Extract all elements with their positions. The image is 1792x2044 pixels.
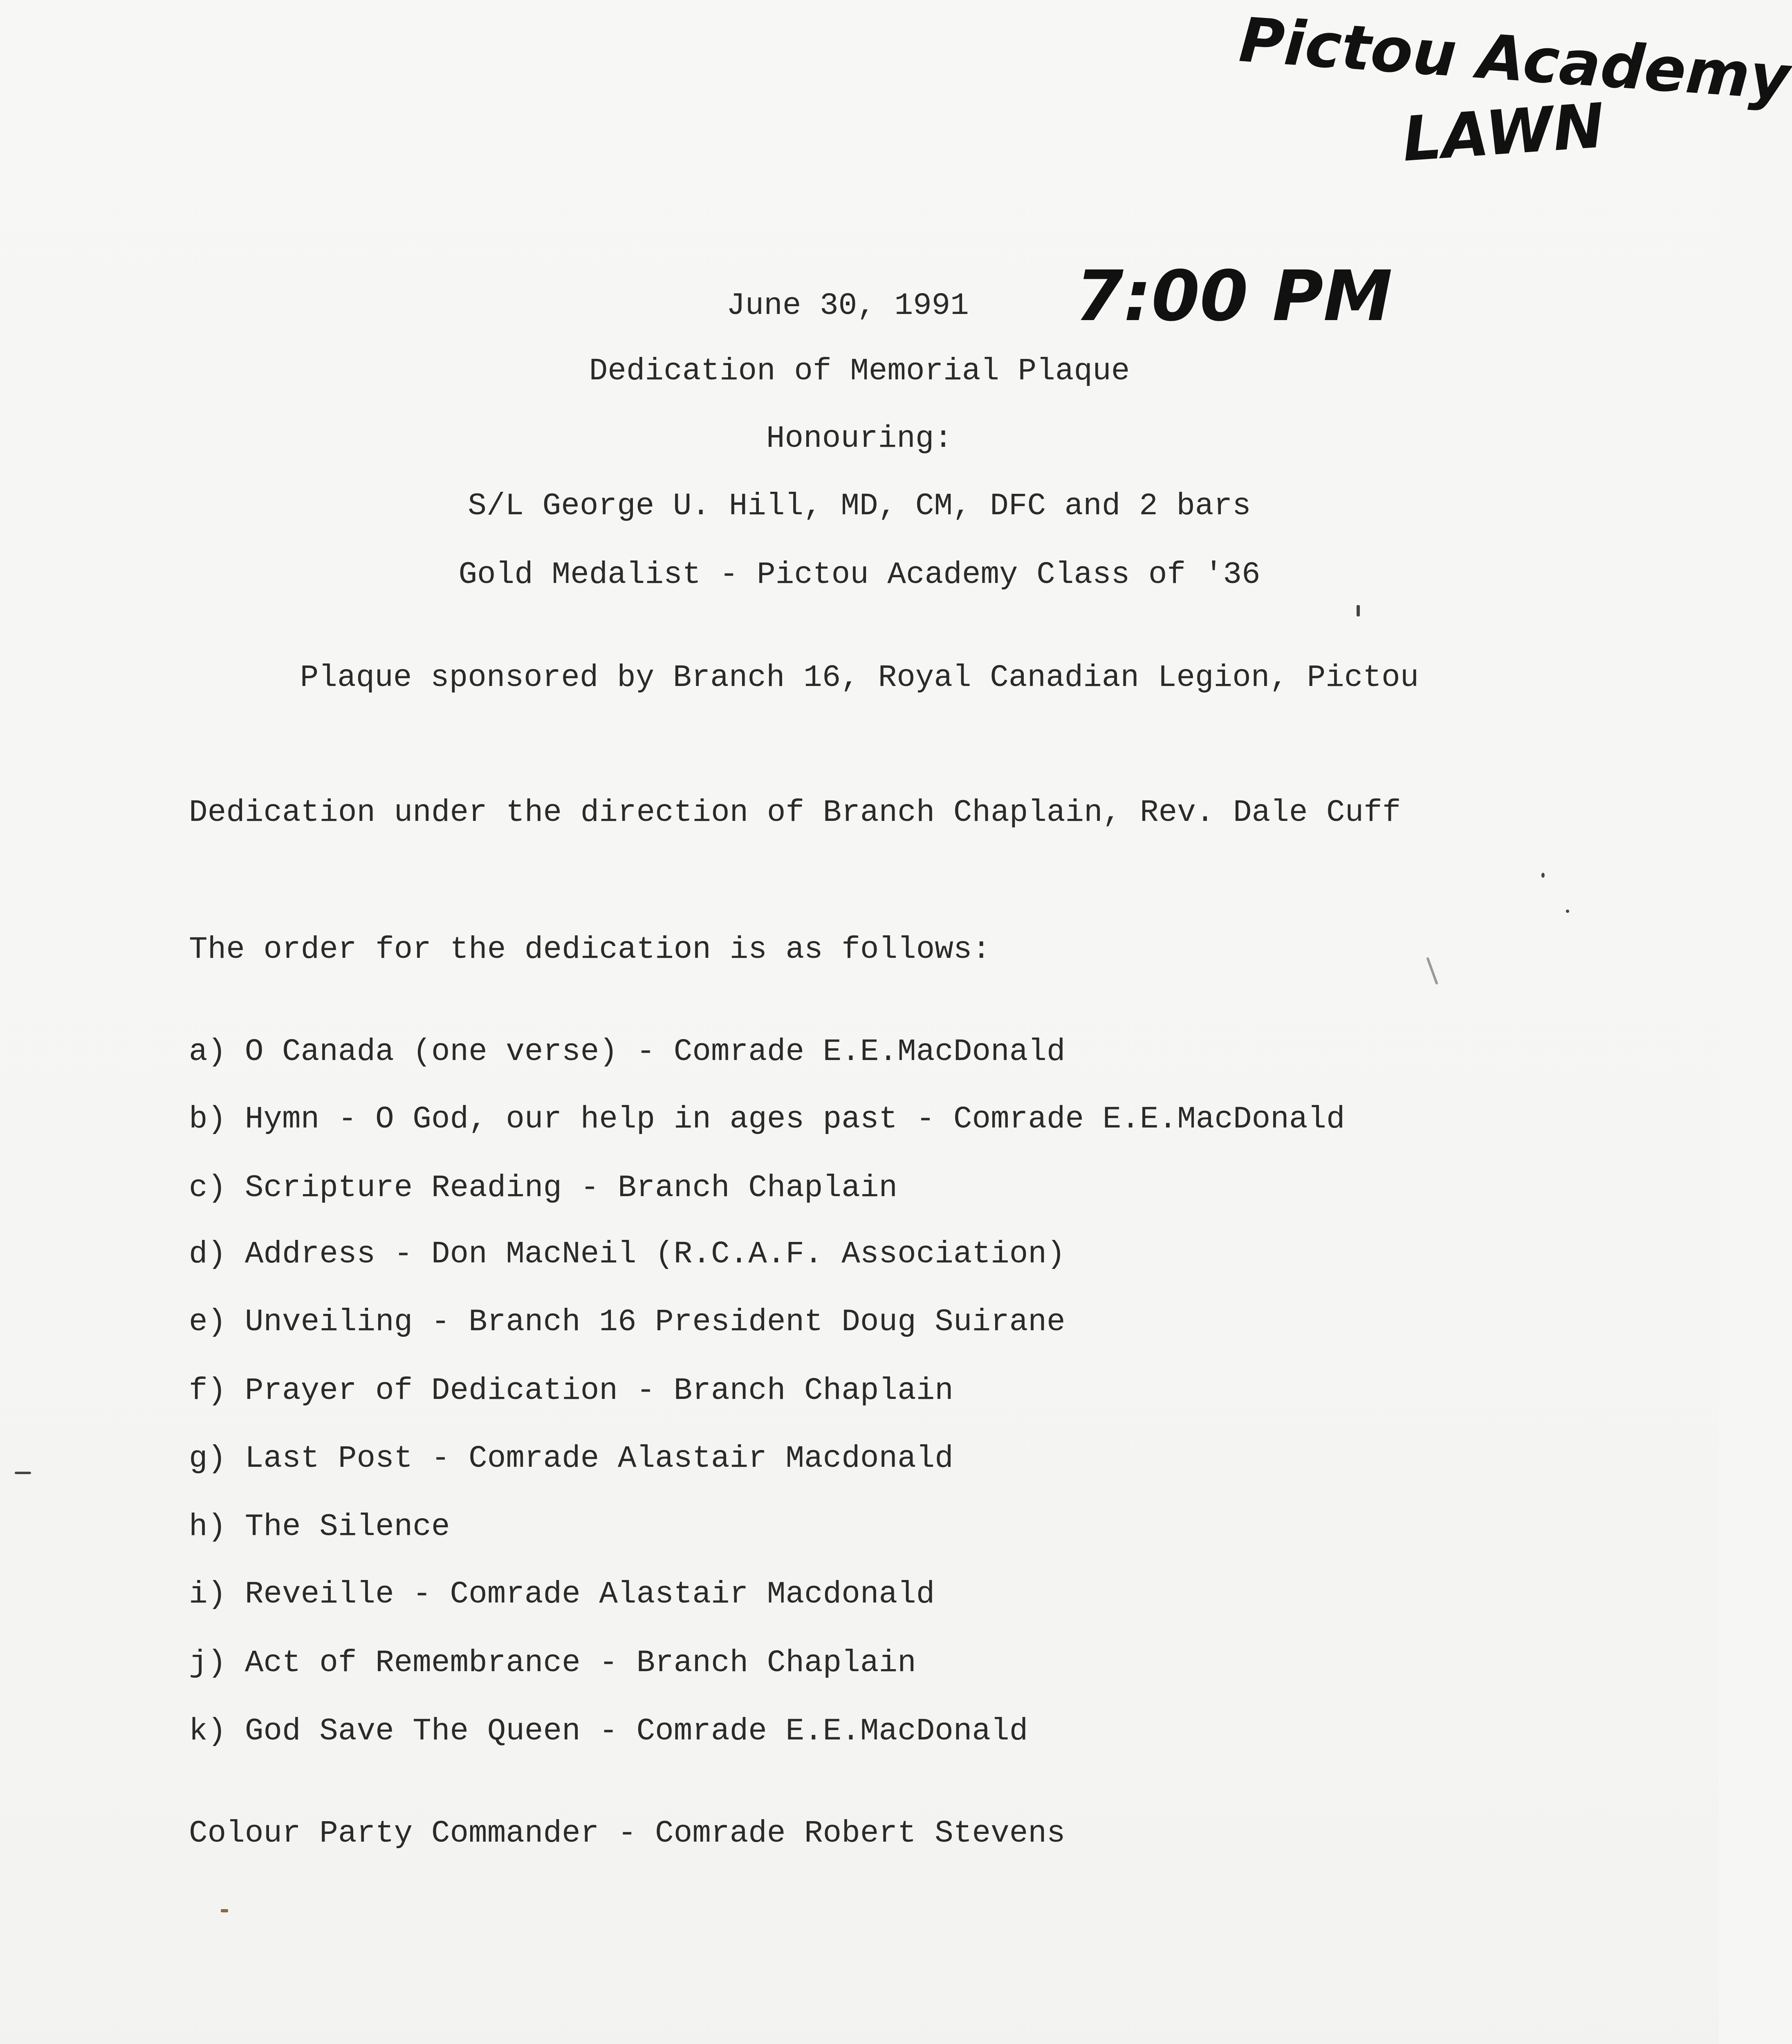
- order-intro: The order for the dedication is as follows:: [189, 932, 991, 967]
- order-item: k) God Save The Queen - Comrade E.E.MacDonald: [189, 1714, 1028, 1749]
- honoree-name: S/L George U. Hill, MD, CM, DFC and 2 bars: [468, 489, 1251, 524]
- order-item: d) Address - Don MacNeil (R.C.A.F. Association): [189, 1237, 1065, 1272]
- handwritten-time: 7:00 PM: [1075, 256, 1393, 337]
- scan-speck: [15, 1472, 31, 1474]
- honouring-label: Honouring:: [766, 421, 953, 456]
- colour-party-line: Colour Party Commander - Comrade Robert Stevens: [189, 1816, 1065, 1851]
- scan-speck: [1426, 957, 1438, 985]
- order-item: c) Scripture Reading - Branch Chaplain: [189, 1170, 898, 1206]
- order-item: a) O Canada (one verse) - Comrade E.E.MacDonald: [189, 1034, 1065, 1069]
- handwritten-location-line1: Pictou Academy: [1237, 4, 1792, 114]
- order-item: f) Prayer of Dedication - Branch Chaplain: [189, 1373, 953, 1408]
- order-item: h) The Silence: [189, 1509, 450, 1544]
- order-item: g) Last Post - Comrade Alastair Macdonald: [189, 1441, 953, 1476]
- scan-speck: [1566, 910, 1569, 913]
- date: June 30, 1991: [727, 288, 969, 323]
- order-item: j) Act of Remembrance - Branch Chaplain: [189, 1645, 916, 1681]
- direction-line: Dedication under the direction of Branch Chaplain, Rev. Dale Cuff: [189, 795, 1401, 830]
- order-item: i) Reveille - Comrade Alastair Macdonald: [189, 1577, 935, 1612]
- sponsor-line: Plaque sponsored by Branch 16, Royal Canadian Legion, Pictou: [300, 660, 1419, 695]
- order-item: e) Unveiling - Branch 16 President Doug Suirane: [189, 1304, 1065, 1340]
- page-corner-shadow: [1572, 1968, 1719, 2044]
- scan-speck: [221, 1909, 228, 1912]
- document-title: Dedication of Memorial Plaque: [589, 354, 1130, 389]
- honoree-distinction: Gold Medalist - Pictou Academy Class of '36: [458, 557, 1260, 592]
- scan-speck: [1357, 605, 1360, 616]
- scan-speck: [1541, 873, 1545, 878]
- handwritten-location-line2: LAWN: [1400, 90, 1607, 176]
- order-item: b) Hymn - O God, our help in ages past - Comrade E.E.MacDonald: [189, 1102, 1345, 1137]
